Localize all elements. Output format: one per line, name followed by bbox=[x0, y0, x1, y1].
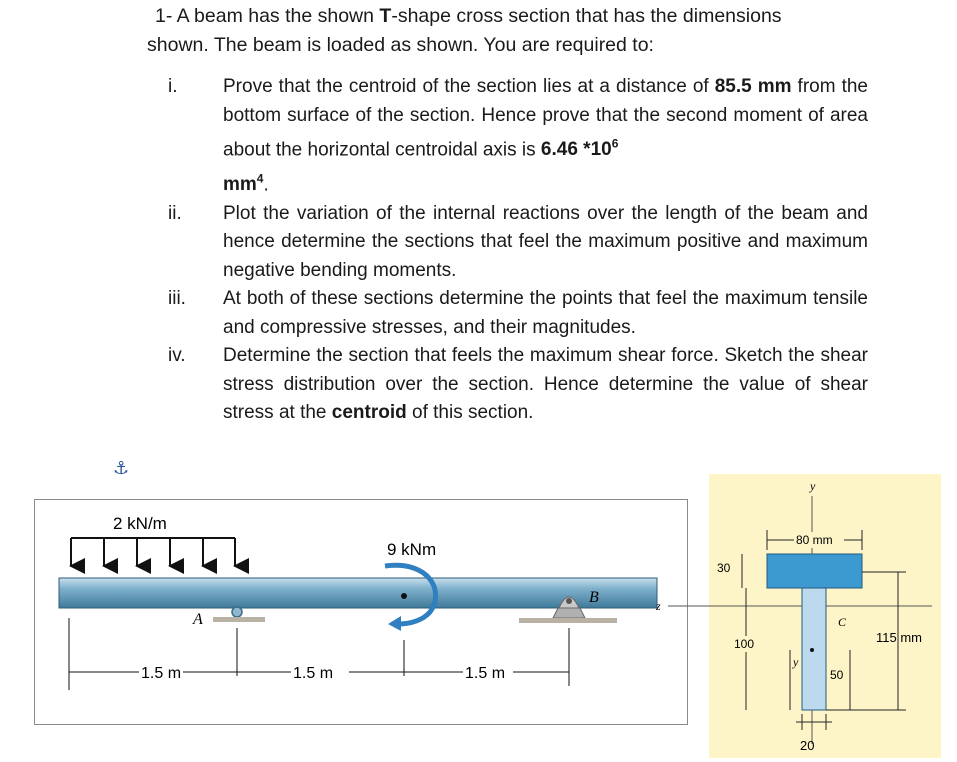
ground-b bbox=[519, 618, 617, 623]
requirement-item-1 bbox=[168, 73, 868, 200]
flange-thickness-label: 30 bbox=[717, 561, 731, 575]
support-b-label: B bbox=[589, 589, 599, 606]
web-width-label: 20 bbox=[800, 738, 815, 753]
roller-support-a bbox=[232, 607, 242, 617]
item-number: iii. bbox=[168, 288, 186, 310]
anchor-icon[interactable]: ⚓ bbox=[113, 458, 130, 478]
requirement-item-4 bbox=[168, 342, 868, 428]
item-text: Determine the section that feels the maximum shear force. Sketch the shear stress distribution over the section. Hence determine the value of shear stress at the centroid of this section. bbox=[223, 345, 868, 424]
item-text: Plot the variation of the internal reactions over the length of the beam and hence determine the sections that feel the maximum positive and maximum negative bending moments. bbox=[223, 202, 868, 281]
intro-text-2: -shape cross section that has the dimensions bbox=[391, 5, 782, 27]
centroid-point bbox=[810, 648, 814, 652]
item-text: Prove that the centroid of the section lies at a distance of 85.5 mm from the bottom surface of the section. Hence prove that the second moment of area about the horizontal centroidal axis is 6.46 $*10^6$ $mm^4$. bbox=[223, 76, 868, 196]
t-flange bbox=[767, 554, 862, 588]
load-label: 2 kN/m bbox=[113, 514, 167, 533]
z-axis-label: z bbox=[656, 599, 661, 613]
ybar-value-label: 50 bbox=[830, 668, 844, 682]
requirements-list bbox=[168, 73, 868, 428]
requirement-item-3 bbox=[168, 285, 868, 342]
web-depth-label: 100 bbox=[734, 637, 755, 651]
intro-line-2: shown. The beam is loaded as shown. You are required to: bbox=[147, 34, 654, 56]
span-label-2: 1.5 m bbox=[293, 665, 334, 682]
intro-text: 1- A beam has the shown bbox=[155, 5, 380, 27]
requirement-item-2 bbox=[168, 200, 868, 286]
flange-width-label: 80 mm bbox=[796, 533, 833, 547]
support-a-label: A bbox=[193, 611, 203, 628]
span-label-3: 1.5 m bbox=[465, 665, 506, 682]
cross-section-diagram bbox=[650, 474, 950, 762]
t-web bbox=[802, 588, 826, 710]
item-number: iv. bbox=[168, 345, 186, 367]
beam-diagram bbox=[35, 500, 687, 724]
moment-label: 9 kNm bbox=[387, 540, 437, 559]
span-label-1: 1.5 m bbox=[141, 665, 182, 682]
item-text: At both of these sections determine the points that feel the maximum tensile and compressive stresses, and their magnitudes. bbox=[223, 288, 868, 338]
moment-point bbox=[401, 593, 407, 599]
distributed-load-arrows bbox=[71, 538, 235, 566]
intro-bold-t: T bbox=[379, 5, 392, 27]
beam-figure bbox=[34, 499, 688, 725]
pin-support-b bbox=[553, 608, 585, 618]
total-depth-label: 115 mm bbox=[876, 630, 922, 645]
problem-intro bbox=[147, 2, 869, 60]
centroid-label: C bbox=[838, 615, 847, 629]
y-axis-label: y bbox=[810, 479, 816, 493]
intro-line-1 bbox=[147, 2, 869, 31]
item-number: i. bbox=[168, 76, 178, 97]
ground-a bbox=[213, 617, 265, 622]
pin-b bbox=[566, 598, 572, 604]
ybar-label: y bbox=[793, 655, 799, 669]
moment-arrowhead bbox=[388, 616, 401, 631]
item-number: ii. bbox=[168, 202, 182, 224]
